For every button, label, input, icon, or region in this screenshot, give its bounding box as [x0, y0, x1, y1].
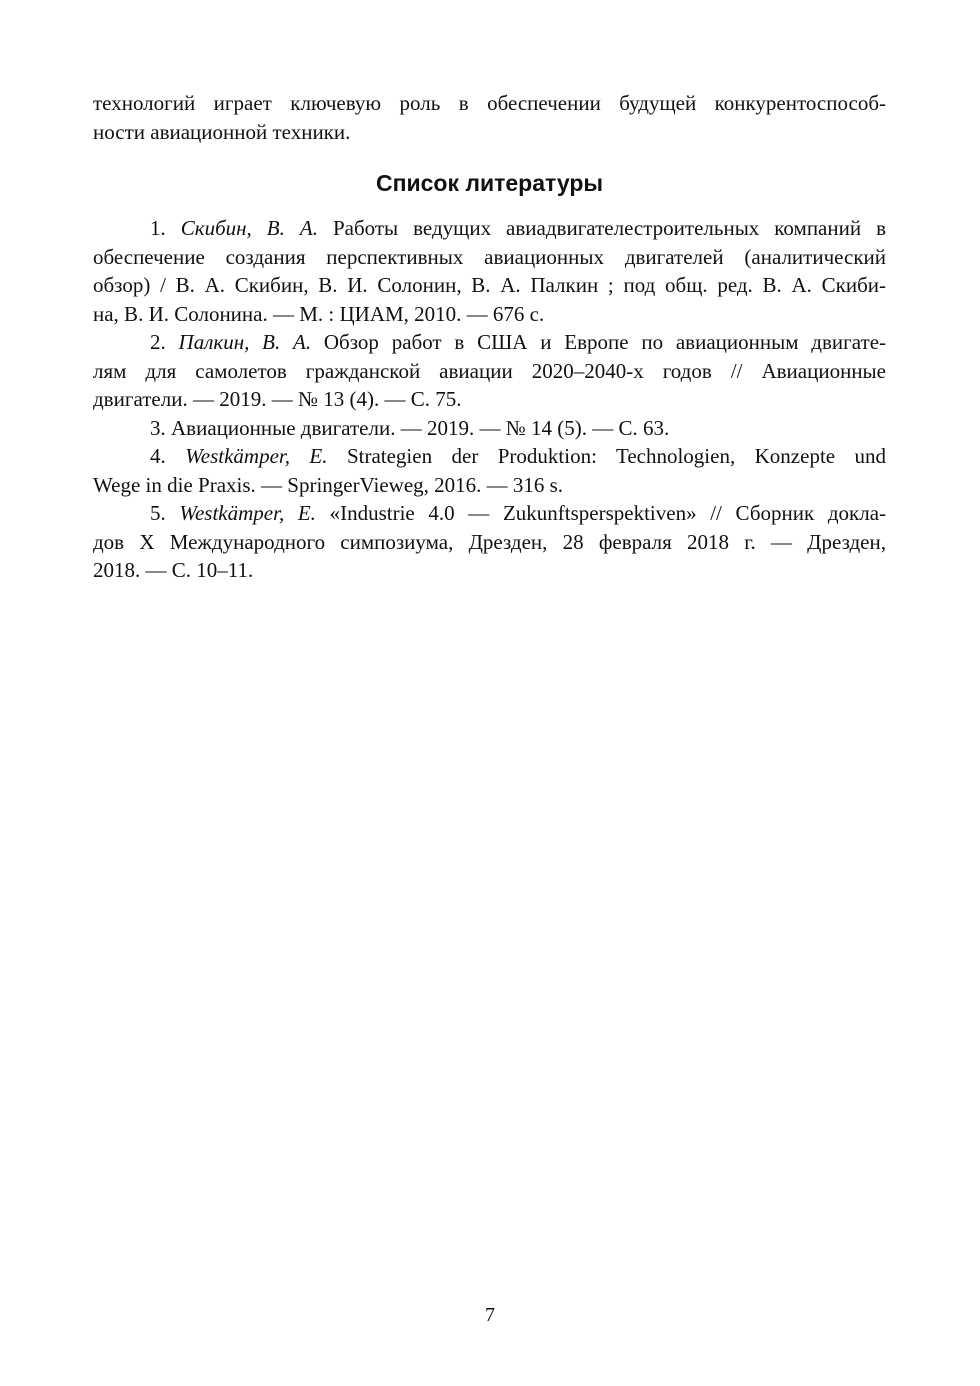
reference-number: 4. [150, 444, 166, 468]
intro-paragraph [93, 89, 886, 146]
reference-line: лям для самолетов гражданской авиации 2020–2040-х годов // Авиационные [93, 358, 886, 383]
reference-text: Обзор работ в США и Европе по авиационным двигате- [323, 330, 886, 354]
reference-author: Скибин, В. А. [180, 216, 318, 240]
reference-item [93, 442, 886, 499]
reference-number: 2. [150, 330, 166, 354]
reference-line: обзор) / В. А. Скибин, В. И. Солонин, В. А. Палкин ; под общ. ред. В. А. Скиби- [93, 273, 886, 297]
reference-text: Авиационные двигатели. — 2019. — № 14 (5). — С. 63. [171, 415, 670, 440]
reference-line [93, 414, 886, 443]
reference-number: 3. [150, 415, 166, 440]
reference-line [93, 499, 886, 528]
reference-item [93, 499, 886, 585]
reference-text: Strategien der Produktion: Technologien, Konzepte und [346, 444, 886, 468]
reference-line: на, В. И. Солонина. — М. : ЦИАМ, 2010. — 676 с. [93, 301, 545, 326]
reference-item [93, 214, 886, 328]
page-number: 7 [485, 1304, 495, 1326]
reference-author: Палкин, В. А. [178, 330, 312, 354]
reference-item [93, 414, 886, 443]
reference-number: 5. [150, 501, 166, 525]
reference-author: Westkämper, E. [185, 444, 328, 468]
intro-line: ности авиационной техники. [93, 119, 351, 144]
intro-line: технологий играет ключевую роль в обеспечении будущей конкурентоспособ- [93, 91, 886, 115]
page-body [93, 89, 886, 585]
reference-text: Работы ведущих авиадвигателестроительных компаний в [332, 216, 886, 240]
reference-author: Westkämper, E. [179, 501, 316, 525]
reference-line: Wege in die Praxis. — SpringerVieweg, 2016. — 316 s. [93, 472, 564, 497]
reference-number: 1. [150, 216, 166, 240]
reference-line [93, 328, 886, 357]
reference-line [93, 214, 886, 243]
reference-line: двигатели. — 2019. — № 13 (4). — С. 75. [93, 387, 462, 411]
reference-line: обеспечение создания перспективных авиационных двигателей (аналитический [93, 244, 886, 269]
bibliography-title: Список литературы [375, 170, 604, 196]
reference-text: «Industrie 4.0 — Zukunftsperspektiven» // Сборник докла- [329, 501, 886, 525]
reference-line: 2018. — С. 10–11. [93, 558, 254, 582]
reference-item [93, 328, 886, 414]
reference-line: дов X Международного симпозиума, Дрезден, 28 февраля 2018 г. — Дрезден, [93, 529, 886, 554]
reference-line [93, 442, 886, 471]
